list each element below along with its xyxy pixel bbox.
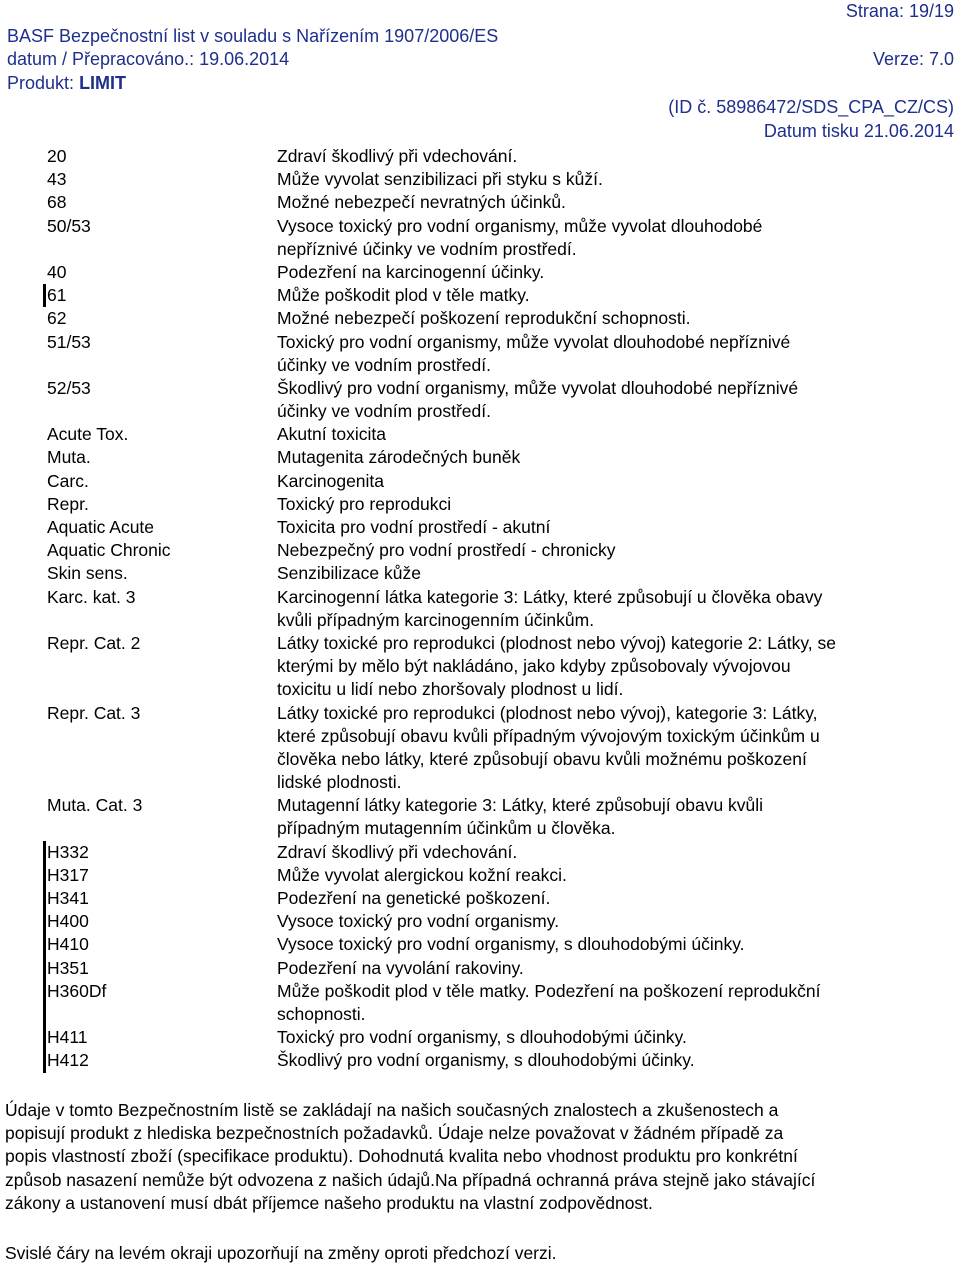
definition-row-continuation [0, 400, 960, 423]
change-bar [43, 933, 46, 956]
definition-code: Aquatic Acute [47, 517, 155, 537]
disclaimer-line: způsob nasazení nemůže být odvozena z našich údajů.Na případná ochranná práva stejně jako stávající [5, 1169, 816, 1190]
definition-code: Acute Tox. [47, 424, 129, 445]
definition-code: Repr. Cat. 3 [47, 702, 141, 723]
definition-description: kvůli případným karcinogenním účinkům. [277, 609, 595, 630]
definition-code: H400 [47, 911, 89, 932]
definition-code: Aquatic Chronic [47, 540, 171, 561]
definition-row [0, 215, 960, 238]
document-id: (ID č. 58986472/SDS_CPA_CZ/CS) [668, 97, 954, 117]
definition-row [0, 284, 960, 307]
definition-row [0, 493, 960, 516]
definition-code: 52/53 [47, 377, 91, 398]
definition-description: toxicitu u lidí nebo zhoršovaly plodnost u lidí. [277, 679, 624, 700]
header-line-1 [7, 25, 954, 47]
definition-description: Senzibilizace kůže [277, 563, 421, 584]
definition-row-continuation [0, 771, 960, 794]
definition-code: 50/53 [47, 215, 91, 236]
definition-description: Karcinogenita [277, 470, 385, 491]
change-bar [43, 1049, 46, 1072]
definition-description: Může poškodit plod v těle matky. [277, 285, 530, 306]
definition-row-continuation [0, 1003, 960, 1026]
change-bar [43, 841, 46, 864]
definition-description: Látky toxické pro reprodukci (plodnost nebo vývoj) kategorie 2: Látky, se [277, 632, 836, 653]
definition-code: 40 [47, 261, 67, 282]
change-bar [43, 910, 46, 933]
definition-row [0, 331, 960, 354]
disclaimer-line: popis vlastností zboží (specifikace produktu). Dohodnutá kvalita nebo vhodnost produktu pro konkrétní [5, 1146, 798, 1167]
definition-description: Možné nebezpečí poškození reprodukční schopnosti. [277, 308, 691, 329]
definition-code: H360Df [47, 980, 107, 1001]
definition-row [0, 539, 960, 562]
definition-description: kterými by mělo být nakládáno, jako kdyby způsobovaly vývojovou [277, 656, 791, 677]
definition-code: Muta. [47, 447, 91, 468]
definition-row [0, 1026, 960, 1049]
hazard-definitions-list [0, 145, 960, 1073]
definition-description: Karcinogenní látka kategorie 3: Látky, které způsobují u člověka obavy [277, 586, 823, 607]
definition-description: nepříznivé účinky ve vodním prostředí. [277, 238, 577, 259]
change-bar [43, 864, 46, 887]
definition-row-continuation [0, 655, 960, 678]
header-line-3 [7, 72, 954, 94]
definition-description: Akutní toxicita [277, 424, 386, 445]
definition-description: Škodlivý pro vodní organismy, s dlouhodobými účinky. [277, 1050, 695, 1071]
definition-description: Látky toxické pro reprodukci (plodnost nebo vývoj), kategorie 3: Látky, [277, 702, 818, 723]
change-bar [43, 887, 46, 910]
definition-code: Repr. Cat. 2 [47, 632, 141, 653]
definition-code: Skin sens. [47, 563, 128, 584]
definition-code: Karc. kat. 3 [47, 586, 136, 607]
definition-row [0, 864, 960, 887]
definition-row [0, 841, 960, 864]
definition-description: Zdraví škodlivý při vdechování. [277, 841, 518, 862]
definition-code: H341 [47, 888, 89, 908]
definition-description: člověka nebo látky, které způsobují obavu kvůli možnému poškození [277, 748, 807, 769]
definition-row [0, 957, 960, 980]
definition-description: případným mutagenním účinkům u člověka. [277, 818, 616, 839]
definition-description: Toxický pro reprodukci [277, 493, 452, 514]
product-name: LIMIT [79, 73, 127, 93]
definition-description: Vysoce toxický pro vodní organismy, může vyvolat dlouhodobé [277, 215, 763, 236]
definition-row-continuation [0, 609, 960, 632]
page-number: Strana: 19/19 [845, 1, 954, 21]
definition-row-continuation [0, 817, 960, 840]
definition-description: které způsobují obavu kvůli případným vývojovým toxickým účinkům u [277, 725, 820, 746]
change-bar [43, 980, 46, 1003]
definition-row-continuation [0, 238, 960, 261]
definition-row-continuation [0, 725, 960, 748]
definition-row [0, 307, 960, 330]
definition-code: H332 [47, 841, 89, 862]
change-bar-footnote: Svislé čáry na levém okraji upozorňují na změny oproti předchozí verzi. [5, 1243, 557, 1263]
definition-row [0, 377, 960, 400]
definition-description: schopnosti. [277, 1003, 366, 1024]
product-label: Produkt: [7, 73, 75, 93]
definition-code: 20 [47, 146, 67, 166]
definition-code: 43 [47, 169, 67, 190]
definition-description: Podezření na vyvolání rakoviny. [277, 957, 524, 978]
definition-row [0, 516, 960, 539]
definition-row [0, 191, 960, 214]
definition-row [0, 470, 960, 493]
change-bar [43, 284, 46, 307]
print-date: Datum tisku 21.06.2014 [763, 121, 954, 141]
definition-row [0, 794, 960, 817]
change-bar [43, 1003, 46, 1026]
definition-description: Vysoce toxický pro vodní organismy. [277, 911, 560, 932]
definition-row [0, 446, 960, 469]
disclaimer-paragraph [5, 1099, 953, 1215]
definition-code: Carc. [47, 470, 89, 491]
definition-row-continuation [0, 678, 960, 701]
definition-description: Nebezpečný pro vodní prostředí - chronicky [277, 540, 616, 561]
version: Verze: 7.0 [872, 49, 954, 69]
definition-description: účinky ve vodním prostředí. [277, 354, 491, 375]
definition-description: Možné nebezpečí nevratných účinků. [277, 192, 566, 213]
definition-row [0, 562, 960, 585]
definition-description: Zdraví škodlivý při vdechování. [277, 146, 518, 166]
definition-row [0, 261, 960, 284]
disclaimer-line: zákony a ustanovení musí dbát příjemce našeho produktu na vlastní zodpovědnost. [5, 1192, 653, 1213]
definition-code: H410 [47, 934, 89, 955]
disclaimer-line: Údaje v tomto Bezpečnostním listě se zakládají na našich současných znalostech a zkušenostech a [5, 1100, 779, 1120]
definition-description: Toxický pro vodní organismy, s dlouhodobými účinky. [277, 1027, 687, 1048]
definition-code: Repr. [47, 493, 89, 514]
definition-code: 68 [47, 192, 67, 213]
definition-row [0, 168, 960, 191]
definition-description: Mutagenní látky kategorie 3: Látky, které způsobují obavu kvůli [277, 795, 764, 816]
header-title: BASF Bezpečnostní list v souladu s Nařízením 1907/2006/ES [7, 26, 499, 46]
definition-row [0, 423, 960, 446]
definition-description: Mutagenita zárodečných buněk [277, 447, 521, 468]
definition-description: Může vyvolat alergickou kožní reakci. [277, 864, 567, 885]
definition-row [0, 980, 960, 1003]
change-bar [43, 957, 46, 980]
definition-code: 62 [47, 308, 67, 329]
definition-row [0, 702, 960, 725]
definition-row [0, 887, 960, 910]
change-bar [43, 1026, 46, 1049]
definition-row [0, 1049, 960, 1072]
definition-code: H317 [47, 864, 89, 885]
definition-description: Podezření na genetické poškození. [277, 888, 551, 908]
definition-description: Toxicita pro vodní prostředí - akutní [277, 517, 551, 537]
definition-description: Toxický pro vodní organismy, může vyvolat dlouhodobé nepříznivé [277, 331, 791, 352]
definition-code: 51/53 [47, 331, 91, 352]
disclaimer-line: popisují produkt z hlediska bezpečnostních požadavků. Údaje nelze považovat v žádném případě za [5, 1123, 784, 1144]
definition-description: Vysoce toxický pro vodní organismy, s dlouhodobými účinky. [277, 934, 745, 955]
definition-row-continuation [0, 748, 960, 771]
definition-description: Podezření na karcinogenní účinky. [277, 261, 545, 282]
definition-row-continuation [0, 354, 960, 377]
definition-row [0, 910, 960, 933]
definition-code: H411 [47, 1027, 88, 1048]
definition-code: H351 [47, 957, 89, 978]
definition-row [0, 933, 960, 956]
definition-code: Muta. Cat. 3 [47, 795, 143, 816]
definition-row [0, 632, 960, 655]
definition-code: H412 [47, 1050, 89, 1071]
definition-description: Může poškodit plod v těle matky. Podezření na poškození reprodukční [277, 980, 821, 1001]
definition-description: Škodlivý pro vodní organismy, může vyvolat dlouhodobé nepříznivé [277, 377, 799, 398]
definition-description: Může vyvolat senzibilizaci při styku s kůží. [277, 169, 603, 190]
definition-row [0, 586, 960, 609]
definition-description: lidské plodnosti. [277, 772, 402, 793]
definition-code: 61 [47, 285, 67, 306]
definition-row [0, 145, 960, 168]
revision-date: datum / Přepracováno.: 19.06.2014 [7, 49, 290, 69]
definition-description: účinky ve vodním prostředí. [277, 401, 491, 422]
header-line-2 [7, 48, 954, 70]
